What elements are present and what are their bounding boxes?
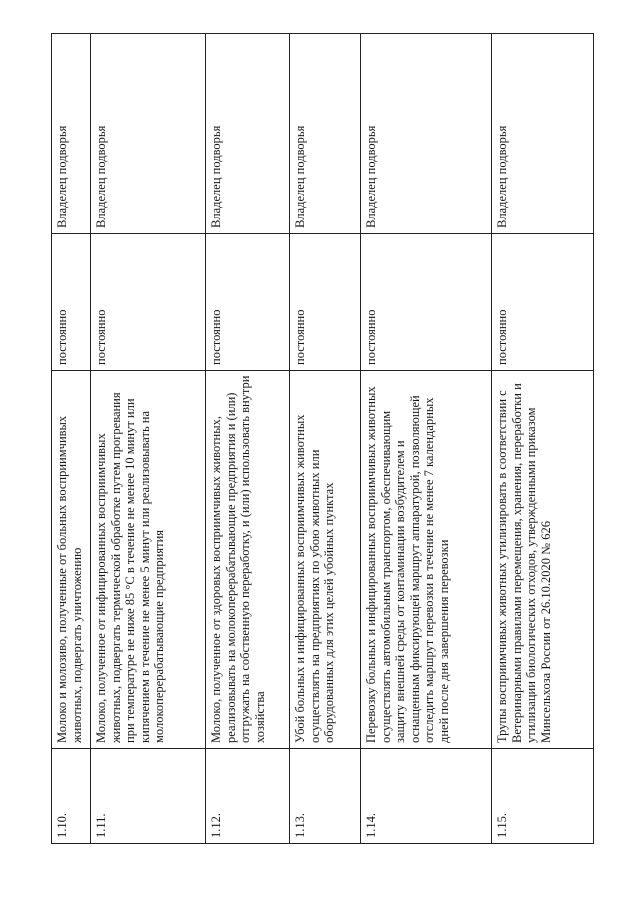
term-text: постоянно [290, 234, 361, 371]
row-number: 1.14. [361, 749, 492, 844]
measure-text: Убой больных и инфицированных восприимчивых животных осуществлять на предприятиях по убою животных или оборудованных для этих целей убойных пунктах [290, 371, 361, 749]
row-number: 1.12. [206, 749, 290, 844]
measure-text: Трупы восприимчивых животных утилизировать в соответствии с Ветеринарными правилами перемещения, хранения, переработки и утилизации биологических отходов, утвержденными приказом Минсельхоза России от 26.10.2020 № 626 [492, 371, 594, 749]
table-row [206, 34, 290, 844]
term-text: постоянно [91, 234, 206, 371]
row-number: 1.15. [492, 749, 594, 844]
term-text: постоянно [52, 234, 91, 371]
term-text: постоянно [492, 234, 594, 371]
responsible-text: Владелец подворья [91, 34, 206, 234]
measure-text: Молоко и молозиво, полученные от больных восприимчивых животных, подвергать уничтожению [52, 371, 91, 749]
measure-text: Перевозку больных и инфицированных восприимчивых животных осуществлять автомобильным транспортом, обеспечивающим защиту внешней среды от контаминации возбудителем и оснащенным фиксирующей маршрут аппаратурой, позволяющей отследить маршрут перевозки в течение не менее 7 календарных дней после дня завершения перевозки [361, 371, 492, 749]
responsible-text: Владелец подворья [492, 34, 594, 234]
table-row [361, 34, 492, 844]
table-row [52, 34, 91, 844]
measure-text: Молоко, полученное от инфицированных восприимчивых животных, подвергать термической обработке путем прогревания при температуре не ниже 85 °С в течение не менее 10 минут или кипячением в течение не менее 5 минут или реализовывать на молокоперерабатывающие предприятия [91, 371, 206, 749]
table-row [290, 34, 361, 844]
row-number: 1.10. [52, 749, 91, 844]
row-number: 1.13. [290, 749, 361, 844]
row-number: 1.11. [91, 749, 206, 844]
measure-text: Молоко, полученное от здоровых восприимчивых животных, реализовывать на молокоперерабатывающие предприятия и (или) отгружать на собственную переработку, и (или) использовать внутри хозяйства [206, 371, 290, 749]
responsible-text: Владелец подворья [290, 34, 361, 234]
term-text: постоянно [206, 234, 290, 371]
responsible-text: Владелец подворья [52, 34, 91, 234]
table-row [492, 34, 594, 844]
responsible-text: Владелец подворья [206, 34, 290, 234]
responsible-text: Владелец подворья [361, 34, 492, 234]
term-text: постоянно [361, 234, 492, 371]
measures-table [51, 33, 594, 844]
rotated-table-block [51, 34, 593, 844]
table-row [91, 34, 206, 844]
